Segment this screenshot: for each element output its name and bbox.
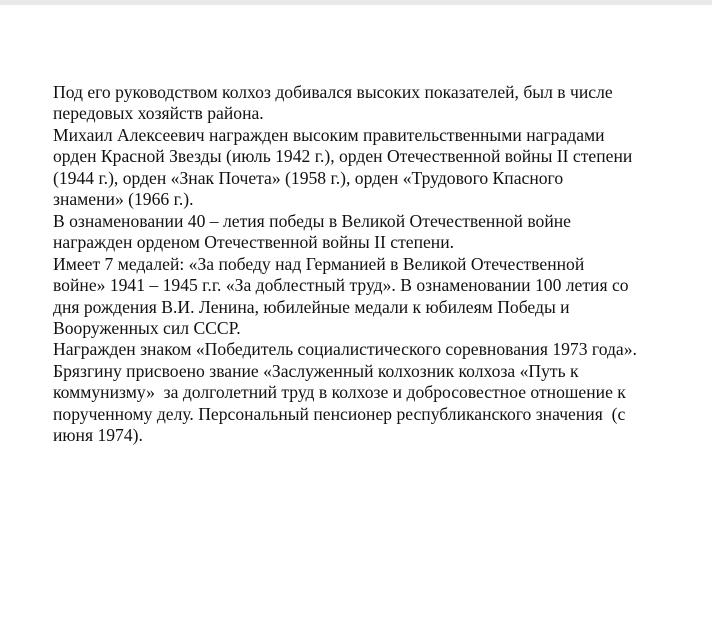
text-line: Вооруженных сил СССР. [53, 317, 241, 338]
text-line: Имеет 7 медалей: «За победу над Германией в Великой Отечественной [53, 253, 585, 274]
text-line: передовых хозяйств района. [53, 103, 264, 124]
text-line: (1944 г.), орден «Знак Почета» (1958 г.), орден «Трудового Кпасного [53, 167, 564, 188]
text-line: войне» 1941 – 1945 г.г. «За доблестный труд». В ознаменовании 100 летия со [53, 275, 629, 296]
text-line: орден Красной Звезды (июль 1942 г.), орден Отечественной войны II степени [53, 146, 633, 167]
text-line: дня рождения В.И. Ленина, юбилейные медали к юбилеям Победы и [53, 296, 570, 317]
text-line: В ознаменовании 40 – летия победы в Великой Отечественной войне [53, 210, 571, 231]
text-line: Под его руководством колхоз добивался высоких показателей, был в числе [53, 82, 613, 102]
text-line: порученному делу. Персональный пенсионер республиканского значения (с [53, 403, 626, 424]
document-page [0, 5, 712, 632]
biography-text [53, 82, 693, 447]
text-line: знамени» (1966 г.). [53, 189, 194, 210]
text-line: июня 1974). [53, 425, 143, 446]
text-line: Награжден знаком «Победитель социалистического соревнования 1973 года». [53, 339, 637, 360]
text-line: коммунизму» за долголетний труд в колхозе и добросовестное отношение к [53, 382, 626, 403]
text-line: награжден орденом Отечественной войны II степени. [53, 232, 455, 253]
text-line: Михаил Алексеевич награжден высоким правительственными наградами [53, 124, 605, 145]
text-line: Брязгину присвоено звание «Заслуженный колхозник колхоза «Путь к [53, 360, 579, 381]
